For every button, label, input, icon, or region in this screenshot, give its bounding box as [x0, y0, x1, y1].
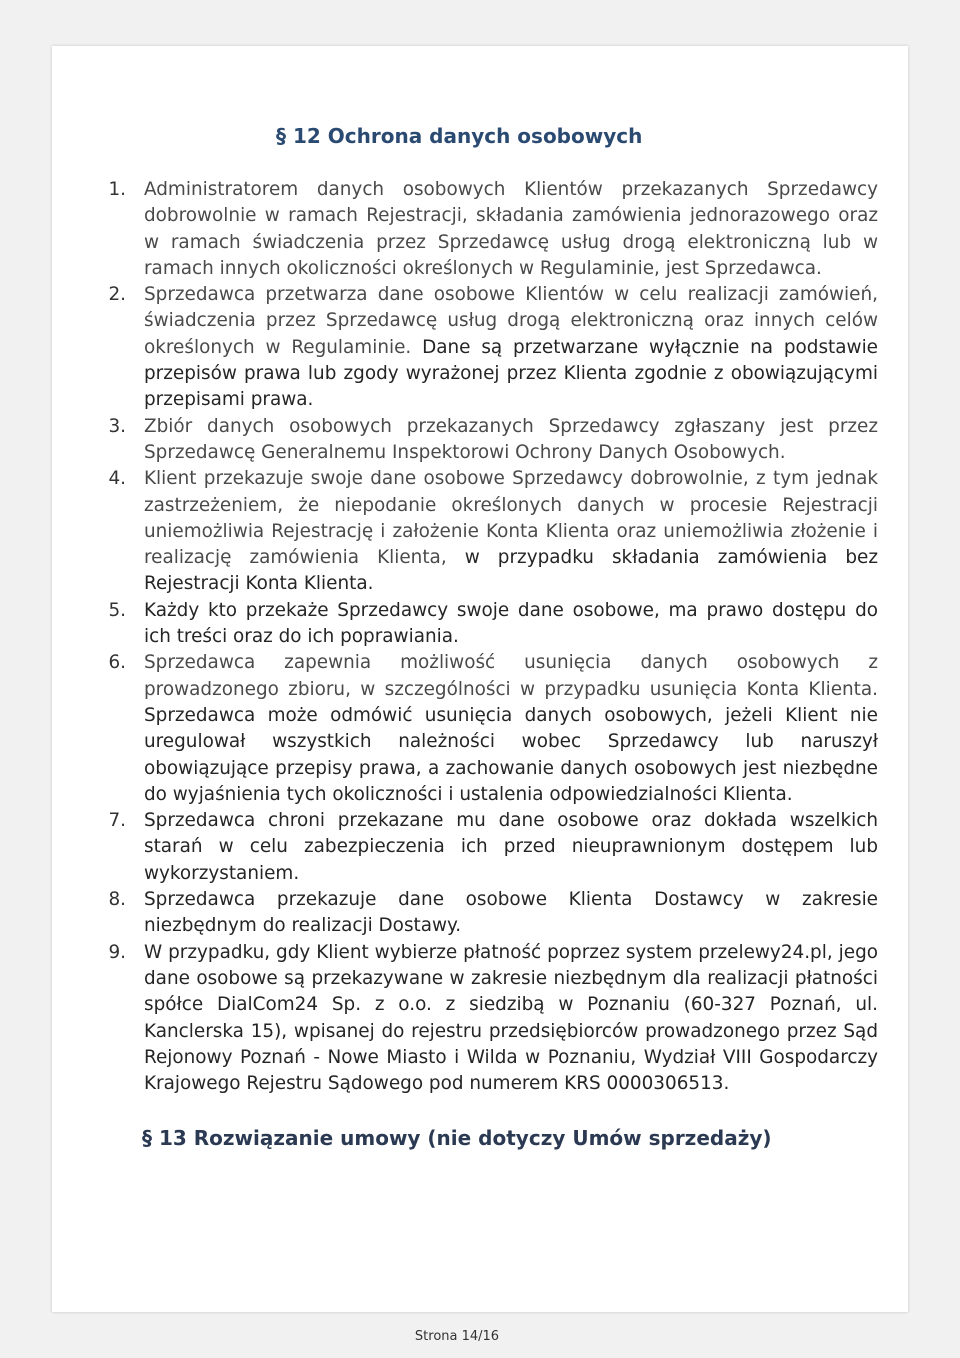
paragraph-8: [102, 887, 878, 940]
paragraph-text: Zbiór danych osobowych przekazanych Sprzedawcy zgłaszany jest przez Sprzedawcę Generalnemu Inspektorowi Ochrony Danych Osobowych.: [144, 415, 878, 463]
paragraph-text: Sprzedawca przekazuje dane osobowe Klienta Dostawcy w zakresie niezbędnym do realizacji Dostawy.: [144, 889, 878, 937]
page-number-footer: Strona 14/16: [414, 1329, 500, 1344]
paragraph-number: 8.: [108, 889, 126, 911]
paragraph-text-continued: Dane są przetwarzane wyłącznie na podstawie przepisów prawa lub zgody wyrażonej przez Klienta zgodnie z obowiązującymi przepisami prawa.: [144, 336, 878, 411]
paragraph-text: Sprzedawca przetwarza dane osobowe Klientów w celu realizacji zamówień, świadczenia przez Sprzedawcę usług drogą elektroniczną oraz innych celów określonych w Regulaminie.: [144, 284, 878, 358]
paragraph-1: [102, 177, 878, 282]
paragraph-text-continued: Sprzedawca może odmówić usunięcia danych osobowych, jeżeli Klient nie uregulował wszystkich należności wobec Sprzedawcy lub naruszył obowiązujące przepisy prawa, a zachowanie danych osobowych jest niezbędne do wyjaśnienia tych okoliczności i ustalenia odpowiedzialności Klienta.: [144, 704, 878, 805]
paragraph-number: 1.: [108, 179, 126, 200]
page-content: [102, 123, 878, 1151]
paragraph-text: Sprzedawca zapewnia możliwość usunięcia danych osobowych z prowadzonego zbioru, w szczególności w przypadku usunięcia Konta Klienta.: [144, 652, 878, 700]
paragraph-text: Sprzedawca chroni przekazane mu dane osobowe oraz dokłada wszelkich starań w celu zabezpieczenia ich przed nieuprawnionym dostępem lub wykorzystaniem.: [144, 810, 878, 884]
paragraph-number: 9.: [108, 941, 126, 963]
document-page: [52, 46, 908, 1312]
paragraph-4: [102, 466, 878, 597]
paragraph-7: [102, 808, 878, 887]
paragraph-text-continued: w przypadku składania zamówienia bez Rejestracji Konta Klienta.: [144, 547, 878, 595]
section-13-heading: § 13 Rozwiązanie umowy (nie dotyczy Umów sprzedaży): [142, 1126, 772, 1151]
paragraph-5: [102, 598, 878, 651]
paragraph-number: 7.: [108, 810, 126, 832]
paragraph-number: 3.: [108, 415, 126, 437]
paragraph-text: Każdy kto przekaże Sprzedawcy swoje dane osobowe, ma prawo dostępu do ich treści oraz do ich poprawiania.: [144, 599, 878, 648]
paragraph-number: 2.: [108, 284, 126, 306]
paragraph-3: [102, 414, 878, 467]
paragraph-text: Klient przekazuje swoje dane osobowe Sprzedawcy dobrowolnie, z tym jednak zastrzeżeniem, że niepodanie określonych danych w procesie Rejestracji uniemożliwia Rejestrację i założenie Konta Klienta oraz uniemożliwia złożenie i realizację zamówienia Klienta,: [144, 468, 878, 569]
paragraph-number: 6.: [108, 652, 126, 674]
paragraph-9: [102, 940, 878, 1098]
paragraph-6: [102, 650, 878, 808]
section-12-paragraphs: [102, 177, 878, 1097]
section-12-heading: § 12 Ochrona danych osobowych: [276, 124, 643, 148]
paragraph-2: [102, 282, 878, 413]
paragraph-text: W przypadku, gdy Klient wybierze płatność poprzez system przelewy24.pl, jego dane osobowe są przekazywane w zakresie niezbędnym dla realizacji płatności spółce DialCom24 Sp. z o.o. z siedzibą w Poznaniu (60-327 Poznań, ul. Kanclerska 15), wpisanej do rejestru przedsiębiorców prowadzonego przez Sąd Rejonowy Poznań - Nowe Miasto i Wilda w Poznaniu, Wydział VIII Gospodarczy Krajowego Rejestru Sądowego pod numerem KRS 0000306513.: [144, 941, 878, 1095]
paragraph-number: 4.: [108, 468, 126, 490]
paragraph-text: Administratorem danych osobowych Klientów przekazanych Sprzedawcy dobrowolnie w ramach Rejestracji, składania zamówienia jednorazowego oraz w ramach świadczenia przez Sprzedawcę usług drogą elektroniczną lub w ramach innych okoliczności określonych w Regulaminie, jest Sprzedawca.: [144, 179, 878, 279]
paragraph-number: 5.: [108, 599, 126, 621]
